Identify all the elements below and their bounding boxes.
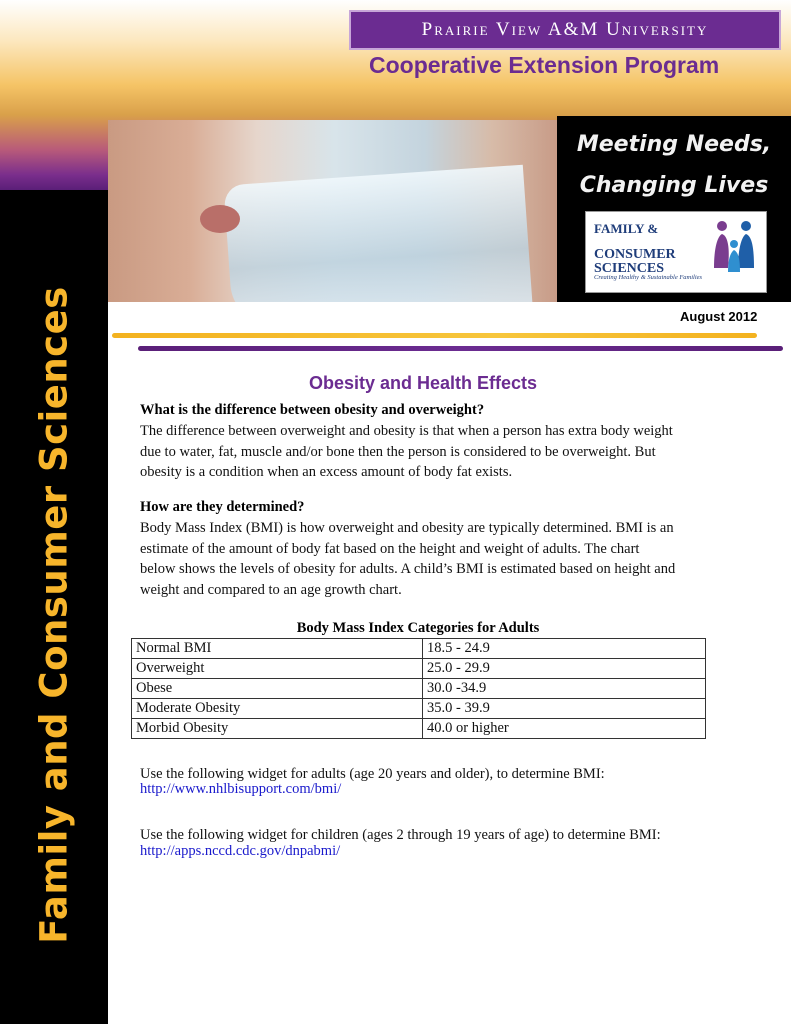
bmi-category: Morbid Obesity: [132, 719, 423, 739]
bmi-range: 30.0 -34.9: [423, 679, 706, 699]
bmi-category: Normal BMI: [132, 639, 423, 659]
tagline-line-1: Meeting Needs,: [576, 132, 772, 157]
table-row: [132, 699, 706, 719]
bmi-range: 18.5 - 24.9: [423, 639, 706, 659]
sidebar-title: Family and Consumer Sciences: [32, 286, 76, 944]
gold-divider: [112, 333, 757, 338]
paragraph-difference: [140, 421, 710, 483]
tagline: [557, 124, 791, 206]
adult-bmi-link[interactable]: http://www.nhlbisupport.com/bmi/: [140, 781, 342, 797]
university-name: Prairie View A&M University: [421, 19, 709, 40]
paragraph-line: weight and compared to an age growth chart.: [140, 582, 402, 599]
table-caption: Body Mass Index Categories for Adults: [296, 620, 540, 636]
table-row: [132, 659, 706, 679]
paragraph-line: obesity is a condition when an excess amount of body fat exists.: [140, 464, 513, 481]
child-bmi-link[interactable]: http://apps.nccd.cdc.gov/dnpabmi/: [140, 843, 341, 859]
child-widget-text: Use the following widget for children (ages 2 through 19 years of age) to determine BMI:: [140, 827, 661, 843]
family-figures-icon: [708, 218, 760, 274]
paragraph-line: due to water, fat, muscle and/or bone then the person is considered to be overweight. But: [140, 443, 656, 460]
bmi-category: Overweight: [132, 659, 423, 679]
bmi-range: 25.0 - 29.9: [423, 659, 706, 679]
adult-widget-text: Use the following widget for adults (age 20 years and older), to determine BMI:: [140, 766, 605, 782]
bmi-range: 40.0 or higher: [423, 719, 706, 739]
lips-shape: [200, 205, 240, 233]
logo-text-consumer: CONSUMER: [594, 247, 676, 262]
tagline-line-2: Changing Lives: [579, 173, 769, 198]
bmi-category: Moderate Obesity: [132, 699, 423, 719]
paragraph-line: The difference between overweight and obesity is that when a person has extra body weight: [140, 423, 673, 439]
paragraph-line: below shows the levels of obesity for adults. A child’s BMI is estimated based on height and: [140, 561, 676, 578]
logo-tagline: Creating Healthy & Sustainable Families: [594, 274, 703, 281]
question-determined: How are they determined?: [140, 499, 305, 515]
article-title: Obesity and Health Effects: [308, 373, 538, 393]
logo-text-consumer-sciences: [594, 248, 676, 276]
question-difference: What is the difference between obesity and overweight?: [140, 402, 485, 418]
logo-text-sciences: SCIENCES: [594, 261, 665, 276]
table-row: [132, 719, 706, 739]
paragraph-bmi: [140, 518, 710, 601]
paragraph-line: estimate of the amount of body fat based on the height and weight of adults. The chart: [140, 540, 640, 557]
bmi-category: Obese: [132, 679, 423, 699]
paragraph-line: Body Mass Index (BMI) is how overweight and obesity are typically determined. BMI is an: [140, 520, 674, 536]
program-name: Cooperative Extension Program: [369, 52, 720, 78]
drinking-water-photo: [108, 120, 560, 302]
purple-divider: [138, 346, 783, 351]
issue-date: August 2012: [680, 309, 758, 324]
water-glass-shape: [223, 165, 532, 302]
bmi-table: [131, 638, 706, 739]
fcs-logo: [585, 211, 767, 293]
table-row: [132, 679, 706, 699]
logo-text-family: FAMILY &: [594, 221, 659, 236]
university-banner: [349, 10, 781, 50]
table-row: [132, 639, 706, 659]
bmi-range: 35.0 - 39.9: [423, 699, 706, 719]
